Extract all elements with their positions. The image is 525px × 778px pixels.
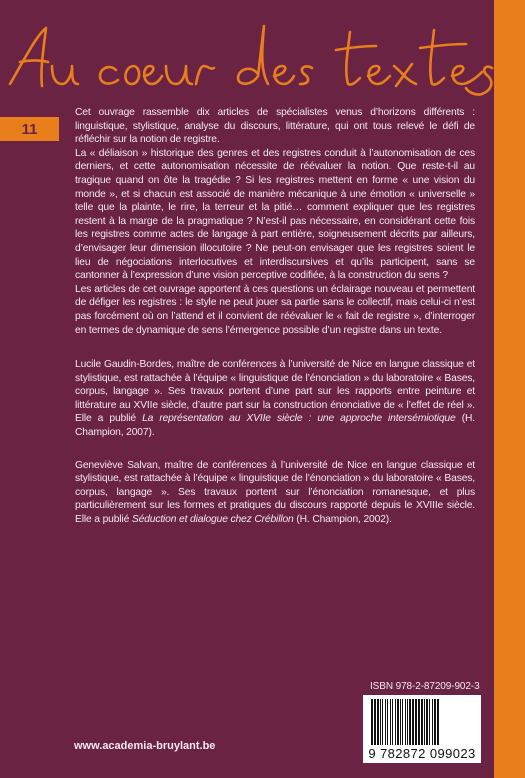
barcode-bar (390, 699, 391, 745)
barcode-bar (392, 699, 393, 745)
intro-paragraph: Cet ouvrage rassemble dix articles de spécialistes venus d’horizons différents : linguistique, stylistique, analyse du discours, littérature, qui ont tous relevé le défi de réfléchir sur la notion de registre. (75, 107, 475, 146)
author-bio-text: Geneviève Salvan, maître de conférences à l’université de Nice en langue classique et stylistique, est rattachée à l’équipe « linguistique de l’énonciation » du laboratoire « Bases, corpus, langage ». Ses travaux portent sur l’énonciation romanesque, et plus particulièrement sur les formes et pratiques du discours rapporté depuis le XVIIIe siècle. Elle a publié (75, 459, 475, 526)
barcode-bar (434, 699, 436, 745)
barcode-digits: 9 782872 099023 (368, 746, 476, 761)
orange-side-strip (494, 0, 525, 778)
series-title-logo (6, 20, 506, 100)
barcode-bar (409, 699, 411, 745)
intro-paragraph: La « déliaison » historique des genres et des registres conduit à l’autonomisation de ces derniers, et cette autonomisation nécessite de réévaluer la notion. Que reste-t-il au tragique quand on ôte la tragédie ? Si les registres mettent en forme « une vision du monde », et si chacun est associé de manière mécanique à une émotion « universelle » telle que la plainte, le rire, la terreur et la pitié… comment expliquer que les registres restent à la marge de la pragmatique ? N’est-il pas nécessaire, en considérant cette fois les registres comme actes de langage à part entière, soigneusement décrits par ailleurs, d’envisager leur dimension illocutoire ? Ne peut-on envisager que les registres soient le lieu de négociations interlocutives et interdiscursives et qu’ils participent, sans se cantonner à l’expression d’une vision perceptive codifiée, à la construction du sens ? (75, 147, 475, 282)
barcode-bar (400, 699, 401, 745)
barcode-bar (395, 699, 396, 745)
publisher-info: (H. Champion, 2002). (293, 514, 392, 526)
barcode-bar (421, 699, 423, 745)
author-bio (75, 459, 475, 527)
barcode-bar (426, 699, 428, 745)
barcode-bar (371, 699, 373, 745)
barcode-bar (397, 699, 399, 745)
publisher-info: (H. Champion, 2007). (75, 413, 475, 439)
barcode-bar (424, 699, 425, 745)
barcode-bar (374, 699, 376, 745)
barcode-bar (412, 699, 414, 745)
publisher-website: www.academia-bruylant.be (74, 740, 216, 752)
volume-number-badge: 11 (0, 117, 59, 141)
barcode-bar (387, 699, 388, 745)
barcode-bar (432, 699, 433, 745)
barcode-bar (402, 699, 403, 745)
barcode-bar (385, 699, 386, 745)
book-title: La représentation au XVIIe siècle : une approche intersémiotique (142, 413, 456, 425)
barcode-bar (382, 699, 383, 745)
barcode-bars (363, 695, 481, 747)
barcode-bar (377, 699, 379, 745)
barcode-bar (380, 699, 381, 745)
barcode-bar (429, 699, 430, 745)
back-cover-text (75, 106, 475, 527)
barcode-bar (415, 699, 417, 745)
author-bio-text: Lucile Gaudin-Bordes, maître de conférences à l’université de Nice en langue classique et stylistique, est rattachée à l’équipe « linguistique de l’énonciation » du laboratoire « Bases, corpus, langage ». Ses travaux portent d’une part sur les rapports entre peinture et littérature au XVIIe siècle, d’autre part sur la construction énonciative de « l’effet de réel ». Elle a publié (75, 359, 475, 425)
isbn-number: ISBN 978-2-87209-902-3 (370, 681, 480, 692)
barcode-bar (405, 699, 406, 745)
barcode-bar (407, 699, 408, 745)
book-title: Séduction et dialogue chez Crébillon (131, 514, 294, 526)
author-bio (75, 358, 475, 440)
barcode-bar (437, 699, 439, 745)
isbn-barcode (363, 695, 481, 763)
intro-paragraph: Les articles de cet ouvrage apportent à ces questions un éclairage nouveau et permettent de défiger les registres : le style ne peut jouer sa partie sans le collectif, mais celui-ci n’est pas forcément où on l’attend et il convient de réévaluer le « fait de registre », d’interroger en termes de dynamique de sens l’émergence possible d’un registre dans un texte. (75, 283, 475, 336)
barcode-bar (418, 699, 420, 745)
